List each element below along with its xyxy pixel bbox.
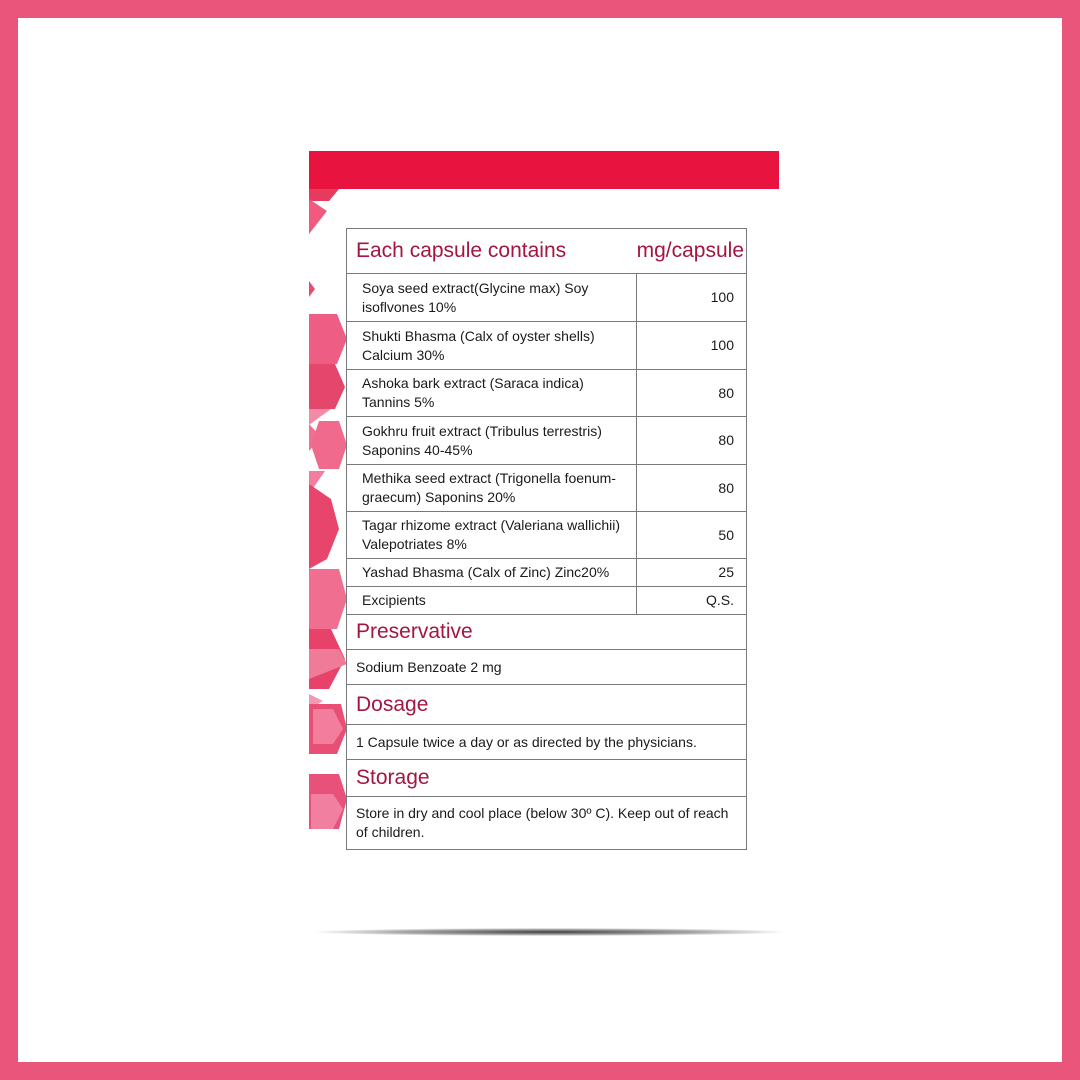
ingredient-row: [347, 322, 747, 370]
ingredient-name: Tagar rhizome extract (Valeriana wallichii) Valepotriates 8%: [347, 512, 637, 559]
ingredient-value: 80: [637, 417, 747, 465]
ingredient-name: Shukti Bhasma (Calx of oyster shells) Calcium 30%: [347, 322, 637, 370]
ingredient-value: 50: [637, 512, 747, 559]
ingredient-value: 80: [637, 465, 747, 512]
preservative-heading: Preservative: [347, 615, 747, 650]
ingredient-row: [347, 512, 747, 559]
table-header-row: [347, 229, 747, 274]
supplement-facts-table: [346, 228, 747, 850]
ingredient-row: [347, 465, 747, 512]
ingredient-name: Excipients: [347, 587, 637, 615]
ingredient-value: 80: [637, 370, 747, 417]
hexagon-pattern-decoration: [309, 189, 349, 829]
ingredient-row: [347, 417, 747, 465]
ingredient-value: 100: [637, 322, 747, 370]
ingredient-row: [347, 559, 747, 587]
storage-text: Store in dry and cool place (below 30º C). Keep out of reach of children.: [347, 797, 747, 850]
ingredient-value: 100: [637, 274, 747, 322]
ingredient-value: Q.S.: [637, 587, 747, 615]
ingredient-name: Methika seed extract (Trigonella foenum-graecum) Saponins 20%: [347, 465, 637, 512]
storage-body-row: [347, 797, 747, 850]
ingredient-row: [347, 274, 747, 322]
top-red-bar: [309, 151, 779, 189]
product-shadow: [315, 928, 785, 936]
ingredient-name: Ashoka bark extract (Saraca indica) Tannins 5%: [347, 370, 637, 417]
ingredient-row: [347, 370, 747, 417]
ingredient-name: Gokhru fruit extract (Tribulus terrestris) Saponins 40-45%: [347, 417, 637, 465]
storage-heading: Storage: [347, 760, 747, 797]
preservative-title-row: [347, 615, 747, 650]
ingredient-value: 25: [637, 559, 747, 587]
dosage-body-row: [347, 725, 747, 760]
preservative-body-row: [347, 650, 747, 685]
storage-title-row: [347, 760, 747, 797]
dosage-heading: Dosage: [347, 685, 747, 725]
mg-capsule-heading: mg/capsule: [637, 229, 747, 274]
each-capsule-heading: Each capsule contains: [347, 229, 637, 274]
ingredient-name: Soya seed extract(Glycine max) Soy isoflvones 10%: [347, 274, 637, 322]
ingredient-row: [347, 587, 747, 615]
dosage-text: 1 Capsule twice a day or as directed by the physicians.: [347, 725, 747, 760]
ingredient-name: Yashad Bhasma (Calx of Zinc) Zinc20%: [347, 559, 637, 587]
preservative-text: Sodium Benzoate 2 mg: [347, 650, 747, 685]
dosage-title-row: [347, 685, 747, 725]
